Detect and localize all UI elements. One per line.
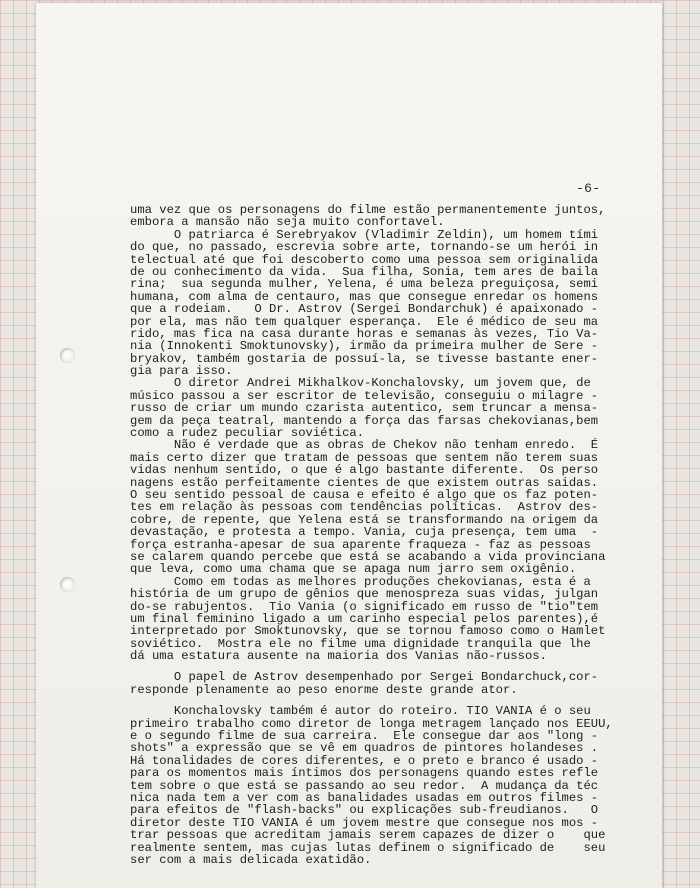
text-line: cobre, de repente, que Yelena está se transformando na origem da — [130, 512, 599, 527]
text-line: que leva, como uma chama que se apaga num jarro sem oxigênio. — [130, 562, 577, 577]
text-line: rina; sua segunda mulher, Yelena, é uma beleza preguiçosa, semi — [130, 277, 599, 292]
text-line: telectual até que foi descoberto como uma pessoa sem originalida — [130, 252, 599, 267]
text-line: shots" a expressão que se vê em quadros de pintores holandeses . — [130, 741, 599, 756]
text-line: O seu sentido pessoal de causa e efeito é algo que os faz poten- — [130, 487, 599, 502]
text-line: por ela, mas não tem qualquer esperança. Ele é médico de seu ma — [130, 314, 599, 329]
text-line: do-se rabujentos. Tio Vania (o significado em russo de "tio"tem — [130, 599, 599, 614]
text-line: nica nada tem a ver com as banalidades usadas em outros filmes - — [130, 790, 599, 805]
text-line: gia para isso. — [130, 364, 233, 379]
text-line: para os momentos mais íntimos dos personagens quando estes refle — [130, 766, 599, 781]
text-line: embora a mansão não seja muito confortavel. — [130, 215, 445, 230]
text-line: uma vez que os personagens do filme estão permanentemente juntos, — [130, 203, 606, 217]
text-line: se calarem quando percebe que está se acabando a vida provinciana — [130, 549, 606, 564]
text-line: para efeitos de "flash-backs" ou explicações sub-freudianos. O — [130, 803, 599, 818]
paragraph — [130, 229, 640, 378]
text-line: trar pessoas que acreditam jamais serem capazes de dizer o que — [130, 828, 606, 843]
text-line: nia (Innokenti Smoktunovsky), irmão da primeira mulher de Sere - — [130, 339, 599, 354]
text-line: músico passou a ser escritor de televisão, conseguiu o milagre - — [130, 388, 599, 403]
paragraph — [130, 204, 640, 229]
text-line: que a rodeiam. O Dr. Astrov (Sergei Bondarchuk) é apaixonado - — [130, 302, 599, 317]
text-line: realmente sentem, mas cujas lutas definem o significado de seu — [130, 840, 606, 855]
text-line: soviético. Mostra ele no filme uma dignidade tranquila que lhe — [130, 636, 591, 651]
text-line: dá uma estatura ausente na maioria dos Vanias não-russos. — [130, 649, 547, 664]
text-line: responde plenamente ao peso enorme deste grande ator. — [130, 682, 518, 697]
page-number: -6- — [576, 181, 601, 196]
typewritten-page — [36, 3, 662, 888]
punch-hole — [60, 577, 75, 592]
text-line: como a rudez peculiar soviética. — [130, 426, 365, 441]
paragraph — [130, 377, 640, 439]
paragraph — [130, 671, 640, 696]
text-line: Não é verdade que as obras de Chekov não tenham enredo. É — [130, 438, 599, 453]
text-line: gem da peça teatral, mantendo a força das farsas chekovianas,bem — [130, 413, 599, 428]
text-line: de ou conhecimento da vida. Sua filha, Sonia, tem ares de baila — [130, 264, 599, 279]
text-line: Konchalovsky também é autor do roteiro. TIO VANIA é o seu — [130, 704, 591, 719]
text-line: vidas nenhum sentido, o que é algo bastante diferente. Os perso — [130, 463, 599, 478]
text-line: nagens estão perfeitamente cientes de que existem outras saidas. — [130, 475, 599, 490]
text-line: mais certo dizer que tratam de pessoas que sentem não terem suas — [130, 450, 599, 465]
text-line: ser com a mais delicada exatidão. — [130, 852, 372, 867]
text-line: tem sobre o que está se passando ao seu redor. A mudança da téc — [130, 778, 599, 793]
text-line: do que, no passado, escrevia sobre arte, tornando-se um herói in — [130, 240, 599, 255]
punch-hole — [60, 348, 75, 363]
text-line: O patriarca é Serebryakov (Vladimir Zeldin), um homem tími — [130, 227, 599, 242]
text-line: russo de criar um mundo czarista autentico, sem truncar a mensa- — [130, 401, 599, 416]
text-line: Há tonalidades de cores diferentes, e o preto e branco é usado - — [130, 753, 599, 768]
text-line: um final feminino ligado a um carinho especial pelos parentes),é — [130, 611, 599, 626]
document-body — [130, 204, 640, 866]
text-line: O diretor Andrei Mikhalkov-Konchalovsky, um jovem que, de — [130, 376, 591, 391]
text-line: tes em relação às pessoas com tendências políticas. Astrov des- — [130, 500, 599, 515]
paragraph — [130, 705, 640, 866]
text-line: O papel de Astrov desempenhado por Sergei Bondarchuck,cor- — [130, 670, 599, 685]
text-line: bryakov, também gostaria de possuí-la, se tivesse bastante ener- — [130, 351, 599, 366]
paragraph — [130, 439, 640, 575]
text-line: humana, com alma de centauro, mas que consegue enredar os homens — [130, 289, 599, 304]
text-line: história de um grupo de gênios que menospreza suas vidas, julgan — [130, 587, 599, 602]
text-line: e o segundo filme de sua carreira. Ele consegue dar aos "long - — [130, 729, 599, 744]
text-line: força estranha-apesar de sua aparente fraqueza - faz as pessoas — [130, 537, 591, 552]
paragraph — [130, 576, 640, 663]
text-line: devastação, e protesta a tempo. Vania, cuja presença, tem uma - — [130, 525, 599, 540]
text-line: Como em todas as melhores produções chekovianas, esta é a — [130, 574, 591, 589]
text-line: interpretado por Smoktunovsky, que se tornou famoso como o Hamlet — [130, 624, 606, 639]
text-line: diretor deste TIO VANIA é um jovem mestre que consegue nos mos - — [130, 815, 599, 830]
text-line: primeiro trabalho como diretor de longa metragem lançado nos EEUU, — [130, 716, 613, 731]
text-line: rido, mas fica na casa durante horas e semanas às vezes, Tio Va- — [130, 326, 599, 341]
